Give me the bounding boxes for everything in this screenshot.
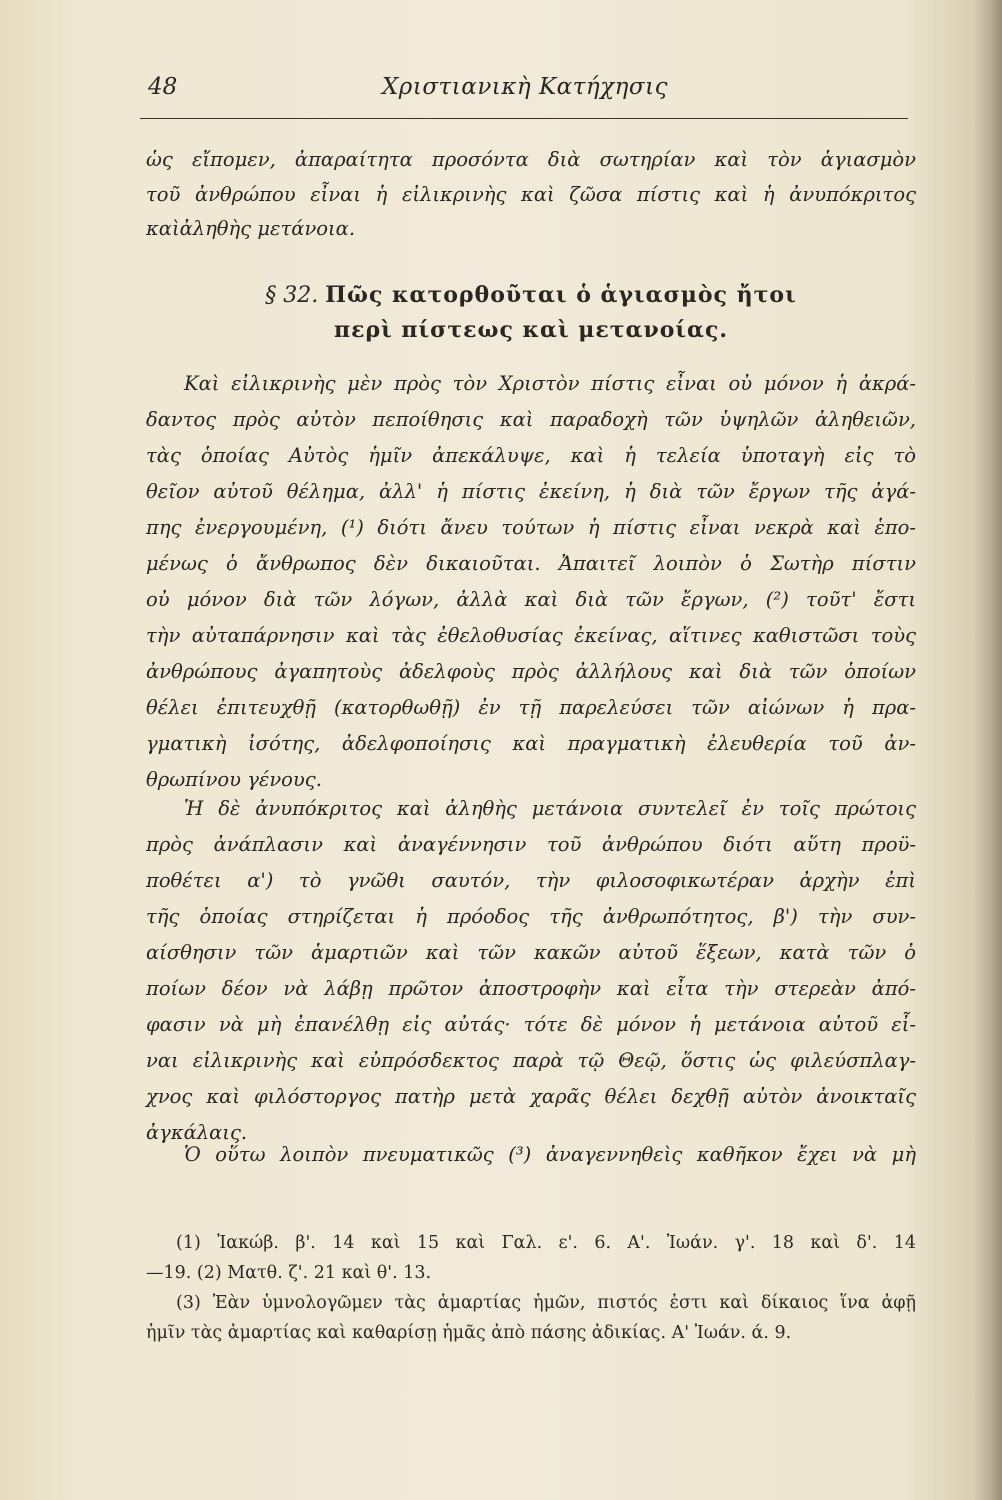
running-title: Χριστιανικὴ Κατήχησις [381,74,669,100]
paragraph-2 [146,366,916,798]
text-line: τῆς ὁποίας στηρίζεται ἡ πρόοδος τῆς ἀνθρωπότητος, β') τὴν συν- [146,905,916,928]
footnote-line: (3) Ἐὰν ὑμνολογῶμεν τὰς ἁμαρτίας ἡμῶν, πιστός ἐστι καὶ δίκαιος ἵνα ἀφῇ [176,1293,916,1313]
section-number: § 32. [265,283,319,308]
text-line: πρὸς ἀνάπλασιν καὶ ἀναγέννησιν τοῦ ἀνθρώπου διότι αὕτη προϋ- [146,833,916,856]
text-line: τοῦ ἀνθρώπου εἶναι ἡ εἰλικρινὴς καὶ ζῶσα πίστις καὶ ἡ ἀνυπόκριτος [146,182,916,206]
text-line: ἀγκάλαις. [146,1121,248,1144]
header-rule [140,118,908,119]
text-line: οὐ μόνον διὰ τῶν λόγων, ἀλλὰ καὶ διὰ τῶν ἔργων, (²) τοῦτ' ἔστι [146,588,916,611]
text-line: Ὁ οὕτω λοιπὸν πνευματικῶς (³) ἀναγεννηθεὶς καθῆκον ἔχει νὰ μὴ [184,1143,916,1166]
text-line: μένως ὁ ἄνθρωπος δὲν δικαιοῦται. Ἀπαιτεῖ λοιπὸν ὁ Σωτὴρ πίστιν [146,552,916,575]
footnotes [146,1228,916,1348]
text-line: Ἡ δὲ ἀνυπόκριτος καὶ ἀληθὴς μετάνοια συντελεῖ ἐν τοῖς πρώτοις [184,797,916,820]
footnote-line: (1) Ἰακώβ. β'. 14 καὶ 15 καὶ Γαλ. ε'. 6. Α'. Ἰωάν. γ'. 18 καὶ δ'. 14 [176,1233,916,1253]
text-line: ναι εἰλικρινὴς καὶ εὐπρόσδεκτος παρὰ τῷ Θεῷ, ὅστις ὡς φιλεύσπλαγ- [146,1049,916,1072]
text-line: χνος καὶ φιλόστοργος πατὴρ μετὰ χαρᾶς θέλει δεχθῇ αὐτὸν ἀνοικταῖς [146,1085,916,1108]
section-title-line-1: Πῶς κατορθοῦται ὁ ἁγιασμὸς ἤτοι [325,282,797,308]
text-line: ἀνθρώπους ἀγαπητοὺς ἀδελφοὺς πρὸς ἀλλήλους καὶ διὰ τῶν ὁποίων [146,660,916,683]
text-line: Καὶ εἰλικρινὴς μὲν πρὸς τὸν Χριστὸν πίστις εἶναι οὐ μόνον ἡ ἀκρά- [184,372,916,395]
text-line: ποθέτει α') τὸ γνῶθι σαυτόν, τὴν φιλοσοφικωτέραν ἀρχὴν ἐπὶ [146,869,916,892]
text-line: τὴν αὐταπάρνησιν καὶ τὰς ἐθελοθυσίας ἐκείνας, αἵτινες καθιστῶσι τοὺς [146,624,916,647]
page-header [140,74,910,110]
text-line: πης ἐνεργουμένη, (¹) διότι ἄνευ τούτων ἡ πίστις εἶναι νεκρὰ καὶ ἑπο- [146,516,916,539]
paragraph-3 [146,791,916,1151]
text-line: δαντος πρὸς αὐτὸν πεποίθησις καὶ παραδοχὴ τῶν ὑψηλῶν ἀληθειῶν, [146,408,916,431]
footnote-line: ἡμῖν τὰς ἁμαρτίας καὶ καθαρίσῃ ἡμᾶς ἀπὸ πάσης ἀδικίας. Α' Ἰωάν. ά. 9. [146,1323,792,1343]
text-line: ὡς εἴπομεν, ἀπαραίτητα προσόντα διὰ σωτηρίαν καὶ τὸν ἁγιασμὸν [146,148,916,171]
paragraph-4 [146,1138,916,1172]
text-line: αίσθησιν τῶν ἁμαρτιῶν καὶ τῶν κακῶν αὐτοῦ ἕξεων, κατὰ τῶν ὁ [146,941,916,964]
text-line: τὰς ὁποίας Αὐτὸς ἡμῖν ἀπεκάλυψε, καὶ ἡ τελεία ὑποταγὴ εἰς τὸ [146,444,916,467]
text-line: θέλει ἐπιτευχθῇ (κατορθωθῇ) ἐν τῇ παρελεύσει τῶν αἰώνων ἡ πρα- [146,696,916,719]
section-title-line-2: περὶ πίστεως καὶ μετανοίας. [333,317,729,343]
text-line: ποίων δέον νὰ λάβῃ πρῶτον ἀποστροφὴν καὶ εἶτα τὴν στερεὰν ἀπό- [146,977,916,1000]
paragraph-1 [146,143,916,247]
text-line: καὶἀληθὴς μετάνοια. [146,217,356,240]
footnote-line: —19. (2) Ματθ. ζ'. 21 καὶ θ'. 13. [146,1263,432,1283]
text-line: γματικὴ ἰσότης, ἀδελφοποίησις καὶ πραγματικὴ ἐλευθερία τοῦ ἀν- [146,732,916,755]
section-heading [146,278,916,347]
page-number: 48 [148,74,178,100]
text-line: θρωπίνου γένους. [146,768,322,791]
text-line: φασιν νὰ μὴ ἐπανέλθῃ εἰς αὐτάς· τότε δὲ μόνον ἡ μετάνοια αὐτοῦ εἶ- [146,1013,916,1036]
text-line: θεῖον αὐτοῦ θέλημα, ἀλλ' ἡ πίστις ἐκείνη, ἡ διὰ τῶν ἔργων τῆς ἀγά- [146,480,916,503]
page-edge-shadow [974,0,1002,1500]
